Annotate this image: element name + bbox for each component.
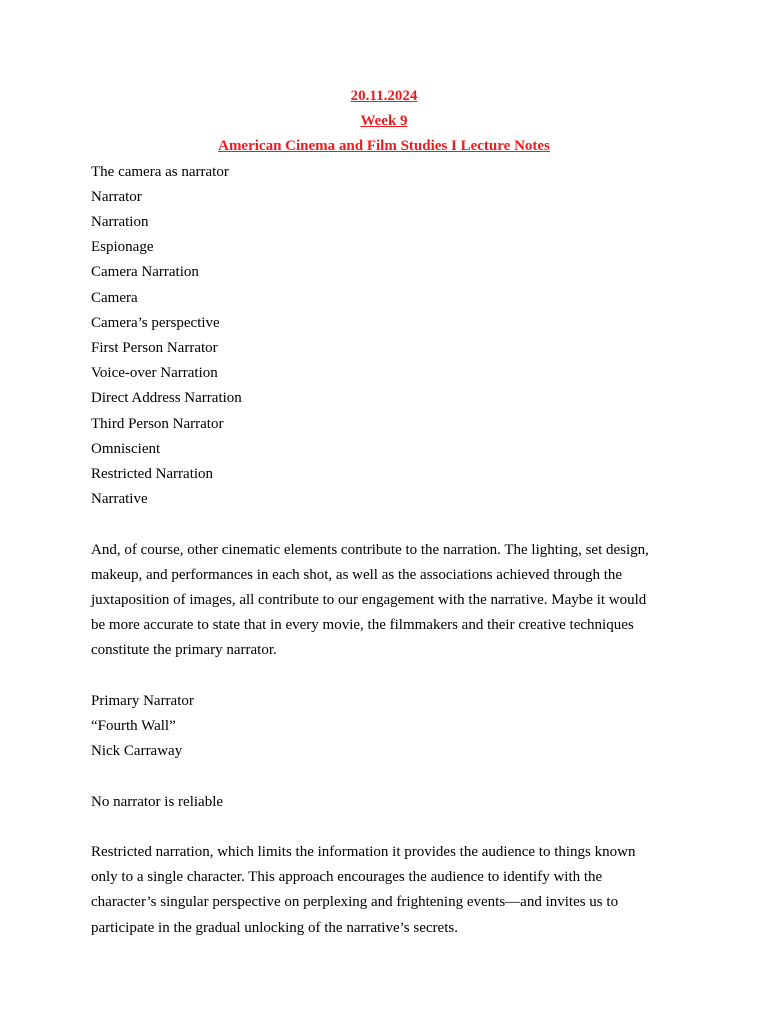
spacer <box>91 664 677 689</box>
term-item: Primary Narrator <box>91 692 194 709</box>
course-title-heading: American Cinema and Film Studies I Lecture Notes <box>218 138 550 155</box>
term-item: Camera Narration <box>91 264 199 281</box>
paragraph-line: And, of course, other cinematic elements contribute to the narration. The lighting, set design, <box>91 541 649 558</box>
spacer <box>91 512 677 537</box>
term-item: Direct Address Narration <box>91 390 242 407</box>
narration-paragraph <box>91 538 677 664</box>
term-item: “Fourth Wall” <box>91 718 176 735</box>
terms-list-2 <box>91 689 677 765</box>
document-page <box>91 84 677 941</box>
spacer <box>91 815 677 840</box>
paragraph-line: Restricted narration, which limits the information it provides the audience to things known <box>91 844 636 861</box>
paragraph-line: makeup, and performances in each shot, as well as the associations achieved through the <box>91 566 623 583</box>
date-heading: 20.11.2024 <box>350 88 418 104</box>
term-item: Camera’s perspective <box>91 314 220 331</box>
term-item: Third Person Narrator <box>91 415 224 432</box>
paragraph-line: juxtaposition of images, all contribute to our engagement with the narrative. Maybe it would <box>91 592 647 609</box>
term-item: The camera as narrator <box>91 163 229 180</box>
paragraph-line: constitute the primary narrator. <box>91 642 277 659</box>
reliability-statement: No narrator is reliable <box>91 793 224 810</box>
paragraph-line: character’s singular perspective on perplexing and frightening events—and invites us to <box>91 894 619 911</box>
term-item: Restricted Narration <box>91 466 214 483</box>
term-item: Narrative <box>91 491 148 508</box>
term-item: Narration <box>91 214 149 231</box>
term-item: Camera <box>91 289 138 306</box>
term-item: Espionage <box>91 239 154 256</box>
paragraph-line: be more accurate to state that in every movie, the filmmakers and their creative techniques <box>91 617 634 634</box>
spacer <box>91 764 677 789</box>
paragraph-line: participate in the gradual unlocking of the narrative’s secrets. <box>91 919 458 936</box>
paragraph-line: only to a single character. This approach encourages the audience to identify with the <box>91 869 603 886</box>
week-heading: Week 9 <box>360 113 408 130</box>
restricted-narration-paragraph <box>91 840 677 941</box>
term-item: Nick Carraway <box>91 743 183 760</box>
term-item: Voice-over Narration <box>91 365 218 382</box>
term-item: Narrator <box>91 188 142 205</box>
term-item: Omniscient <box>91 440 161 457</box>
terms-list <box>91 160 677 513</box>
term-item: First Person Narrator <box>91 340 218 357</box>
